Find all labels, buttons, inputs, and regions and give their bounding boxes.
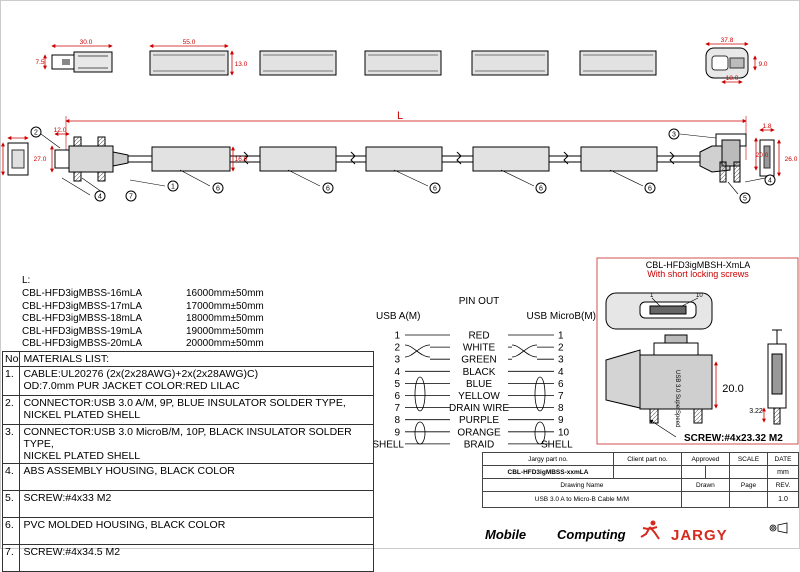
pinout-wire-color: BLUE xyxy=(465,378,493,390)
dim-b-inner: 18.0 xyxy=(725,75,739,82)
pinout-row xyxy=(394,343,564,354)
pinout-left-header: USB A(M) xyxy=(376,311,421,322)
callout-6a: 6 xyxy=(216,185,220,193)
material-no: 6. xyxy=(3,518,20,545)
length-value: 18000mm±50mm xyxy=(186,313,264,324)
dim-b-w: 37.8 xyxy=(720,37,734,44)
tb-page-label: Page xyxy=(729,479,767,492)
jargy-logo xyxy=(671,527,728,544)
callout-6d: 6 xyxy=(539,185,543,193)
material-row xyxy=(3,425,374,464)
callout-3: 3 xyxy=(672,131,676,139)
usb-a-top-view xyxy=(45,46,112,72)
material-no: 3. xyxy=(3,425,20,464)
pinout-b-pin: 8 xyxy=(558,403,564,415)
pinout-wire-color: GREEN xyxy=(461,354,497,366)
pinout-a-pin: 7 xyxy=(394,403,400,415)
ferrite-top-views xyxy=(150,46,656,75)
length-row xyxy=(22,326,264,339)
materials-header-row xyxy=(3,352,374,367)
dim-ferrite-h: 13.0 xyxy=(234,61,248,68)
tb-approved-value-1 xyxy=(681,466,705,479)
pinout-b-pin: 3 xyxy=(558,354,564,366)
variant-pin1: 1 xyxy=(650,293,654,299)
pinout-wire-color: BLACK xyxy=(462,366,496,378)
length-row xyxy=(22,338,264,351)
pinout-wire-color: PURPLE xyxy=(458,415,500,427)
pinout-a-pin: 2 xyxy=(394,342,400,354)
material-no: 5. xyxy=(3,491,20,518)
dim-overall-len: L xyxy=(396,110,404,122)
material-desc-line: SCREW:#4x33 M2 xyxy=(23,492,112,504)
tb-client-part-value xyxy=(614,466,682,479)
pinout-row xyxy=(394,367,564,378)
pinout-row xyxy=(394,415,564,426)
material-desc xyxy=(20,464,374,491)
material-desc-line: NICKEL PLATED SHELL xyxy=(23,409,141,421)
material-desc-line: CABLE:UL20276 (2x(2x28AWG)+2x(2x28AWG)C) xyxy=(23,368,259,380)
length-row xyxy=(22,313,264,326)
pinout-b-pin: 9 xyxy=(558,415,564,427)
variant-plug-top xyxy=(606,293,712,329)
pinout-b-pin: 10 xyxy=(558,427,570,439)
tb-drawing-name: USB 3.0 A to Micro-B Cable M/M xyxy=(483,492,682,508)
pinout-diagram xyxy=(372,296,596,450)
tb-scale-label: SCALE xyxy=(729,453,767,466)
pinout-rows xyxy=(372,331,573,451)
pinout-a-pin: 4 xyxy=(394,366,400,378)
material-no: 1. xyxy=(3,367,20,396)
variant-title: CBL-HFD3igMBSH-XmLA xyxy=(645,260,751,270)
pinout-right-header: USB MicroB(M) xyxy=(526,311,596,322)
dim-left-h: 12.0 xyxy=(53,127,67,134)
tb-rev: 1.0 xyxy=(767,492,798,508)
callout-7: 7 xyxy=(129,193,133,201)
callout-5: 5 xyxy=(743,195,747,203)
pinout-row xyxy=(394,427,569,438)
pinout-row xyxy=(394,391,564,402)
variant-dim-h: 20.0 xyxy=(722,383,744,395)
pinout-wire-color: ORANGE xyxy=(457,427,501,439)
callout-6c: 6 xyxy=(433,185,437,193)
material-desc-line: CONNECTOR:USB 3.0 MicroB/M, 10P, BLACK INSULATOR SOLDER TYPE, xyxy=(23,426,352,450)
dim-right-h: 20.0 xyxy=(755,152,769,159)
dim-a-h: 7.5 xyxy=(35,59,45,66)
projection-symbol-icon xyxy=(770,523,787,533)
material-desc-line: OD:7.0mm PUR JACKET COLOR:RED LILAC xyxy=(23,380,240,392)
pinout-b-pin: 2 xyxy=(558,342,564,354)
dim-a-len: 30.0 xyxy=(79,39,93,46)
callout-4-left: 4 xyxy=(98,193,102,201)
length-header: L: xyxy=(22,275,31,286)
pinout-b-pin: 7 xyxy=(558,391,564,402)
dim-left-w: 27.0 xyxy=(33,156,47,163)
svg-text:JARGY: JARGY xyxy=(671,527,728,544)
pinout-wire-color: BRAID xyxy=(463,439,495,451)
length-value: 17000mm±50mm xyxy=(186,300,264,312)
material-no: 7. xyxy=(3,545,20,572)
length-row xyxy=(22,288,264,301)
dim-ferrite-h2: 16.0 xyxy=(234,156,248,163)
material-desc xyxy=(20,367,374,396)
pinout-wire-color: WHITE xyxy=(462,342,496,354)
tb-drawn-label: Drawn xyxy=(681,479,729,492)
material-desc xyxy=(20,491,374,518)
pinout-row xyxy=(394,379,564,390)
pinout-a-pin: 3 xyxy=(394,354,400,366)
tb-unit: mm xyxy=(767,466,798,479)
dim-right-small: 1.8 xyxy=(762,123,772,130)
title-block xyxy=(482,452,799,508)
tb-jargy-part-label: Jargy part no. xyxy=(483,453,614,466)
material-row xyxy=(3,464,374,491)
length-row xyxy=(22,301,264,314)
callout-1: 1 xyxy=(171,183,175,191)
pinout-a-pin: 1 xyxy=(394,330,400,342)
material-desc-line: PVC MOLDED HOUSING, BLACK COLOR xyxy=(23,519,226,531)
tb-date-label: DATE xyxy=(767,453,798,466)
materials-no-header: No xyxy=(3,352,20,367)
pinout-row xyxy=(394,403,564,414)
length-value: 19000mm±50mm xyxy=(186,325,264,337)
variant-pin10: 10 xyxy=(696,293,703,299)
pinout-b-pin: 6 xyxy=(558,378,564,390)
material-row xyxy=(3,367,374,396)
svg-text:Computing: Computing xyxy=(557,527,626,542)
callout-6e: 6 xyxy=(648,185,652,193)
tb-rev-label: REV. xyxy=(767,479,798,492)
pinout-row xyxy=(394,355,564,366)
pinout-b-pin: 1 xyxy=(558,330,564,342)
dim-right-w: 26.0 xyxy=(784,156,798,163)
pinout-a-pin: 6 xyxy=(394,391,400,402)
materials-table xyxy=(2,351,374,572)
mobile-computing-logo xyxy=(485,521,659,543)
pinout-a-pin: 8 xyxy=(394,415,400,427)
material-desc xyxy=(20,396,374,425)
tb-drawn-value xyxy=(681,492,729,508)
material-no: 4. xyxy=(3,464,20,491)
cable-assembly-view xyxy=(3,116,779,195)
tb-part-no: CBL-HFD3igMBSS-xxmLA xyxy=(483,466,614,479)
material-desc-line: NICKEL PLATED SHELL xyxy=(23,450,141,462)
tb-page-value xyxy=(729,492,767,508)
pinout-a-pin: 9 xyxy=(394,427,400,439)
pinout-wire-color: YELLOW xyxy=(458,391,500,402)
material-desc-line: ABS ASSEMBLY HOUSING, BLACK COLOR xyxy=(23,465,235,477)
pinout-wire-color: RED xyxy=(468,330,490,342)
svg-text:Mobile: Mobile xyxy=(485,527,527,542)
pinout-title: PIN OUT xyxy=(458,296,500,307)
material-desc-line: CONNECTOR:USB 3.0 A/M, 9P, BLUE INSULATOR SOLDER TYPE, xyxy=(23,397,346,409)
tb-drawing-name-label: Drawing Name xyxy=(483,479,682,492)
length-value: 16000mm±50mm xyxy=(186,288,264,299)
pinout-a-pin: 5 xyxy=(394,378,400,390)
variant-plug-label: USB 3.0 SuperSpeed xyxy=(674,370,680,428)
callout-4-right: 4 xyxy=(768,177,772,185)
pinout-b-pin: 4 xyxy=(558,366,564,378)
length-part-no: CBL-HFD3igMBSS-20mLA xyxy=(22,338,143,349)
length-value: 20000mm±50mm xyxy=(186,338,264,349)
variant-dim-small: 3.22 xyxy=(749,408,763,415)
length-part-no: CBL-HFD3igMBSS-18mLA xyxy=(22,313,143,324)
tb-scale-value xyxy=(729,466,767,479)
pinout-a-pin: SHELL xyxy=(372,439,404,451)
length-part-no: CBL-HFD3igMBSS-16mLA xyxy=(22,288,143,299)
dim-ferrite-len: 55.0 xyxy=(182,39,196,46)
variant-screw: SCREW:#4x23.32 M2 xyxy=(684,433,783,444)
material-row xyxy=(3,491,374,518)
length-part-no: CBL-HFD3igMBSS-17mLA xyxy=(22,300,143,312)
tb-approved-label: Approved xyxy=(681,453,729,466)
pinout-b-pin: SHELL xyxy=(541,439,573,451)
material-desc xyxy=(20,518,374,545)
tb-client-part-label: Client part no. xyxy=(614,453,682,466)
dim-b-h: 9.0 xyxy=(758,61,768,68)
runner-icon xyxy=(641,521,659,540)
variant-subtitle: With short locking screws xyxy=(647,269,749,279)
callout-2: 2 xyxy=(34,129,38,137)
material-row xyxy=(3,518,374,545)
length-part-no: CBL-HFD3igMBSS-19mLA xyxy=(22,325,143,337)
material-row xyxy=(3,396,374,425)
materials-header: MATERIALS LIST: xyxy=(20,352,374,367)
tb-approved-value-2 xyxy=(705,466,729,479)
callout-6b: 6 xyxy=(326,185,330,193)
pinout-wire-color: DRAIN WIRE xyxy=(449,403,509,415)
variant-plug-side xyxy=(606,330,786,437)
material-no: 2. xyxy=(3,396,20,425)
material-desc-line: SCREW:#4x34.5 M2 xyxy=(23,546,121,558)
material-desc xyxy=(20,425,374,464)
pinout-row xyxy=(394,331,564,342)
